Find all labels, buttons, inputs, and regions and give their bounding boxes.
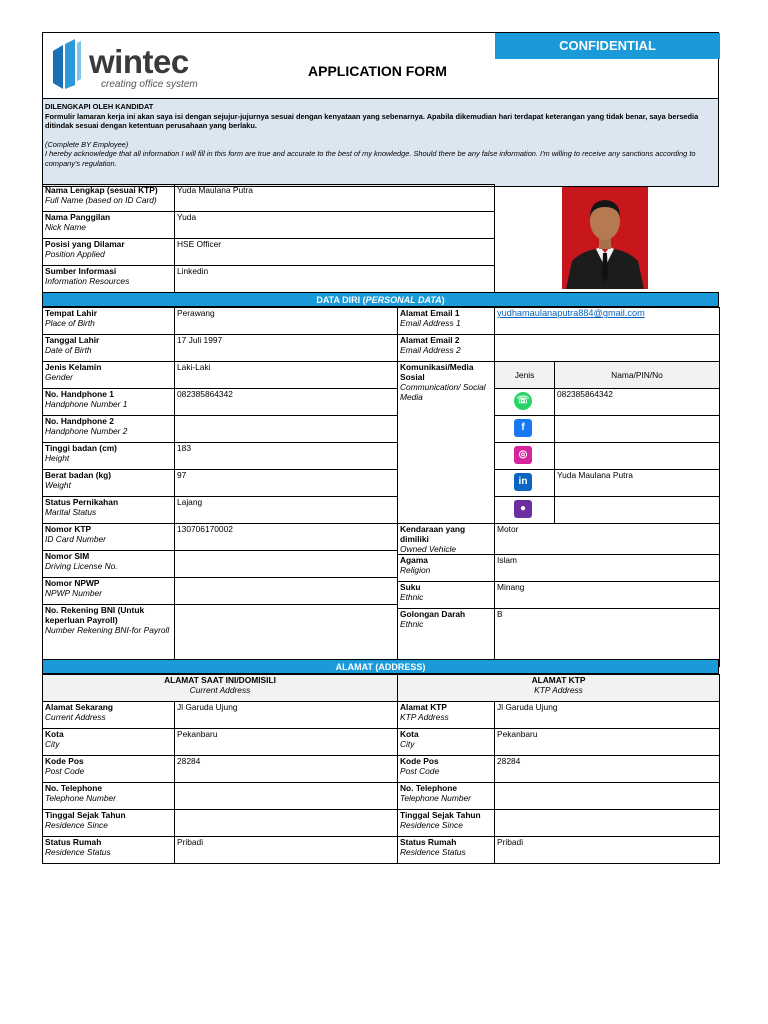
- ktp-city-field[interactable]: Pekanbaru: [495, 729, 720, 756]
- current-residence-since-field[interactable]: [175, 810, 398, 837]
- table-row: [43, 389, 398, 416]
- table-row: [43, 212, 495, 239]
- field-label: No. Handphone 1 Handphone Number 1: [43, 389, 175, 416]
- table-row: [398, 524, 720, 555]
- application-form: [42, 32, 719, 867]
- field-label: Status Rumah Residence Status: [398, 837, 495, 864]
- gender-field[interactable]: Laki-Laki: [175, 362, 398, 389]
- current-postcode-field[interactable]: 28284: [175, 756, 398, 783]
- whatsapp-icon: ☏: [514, 392, 532, 410]
- current-address-field[interactable]: Jl Garuda Ujung: [175, 702, 398, 729]
- table-row: [43, 266, 495, 293]
- field-label: Posisi yang Dilamar Position Applied: [43, 239, 175, 266]
- ethnic-field[interactable]: Minang: [495, 582, 720, 609]
- ktp-address-field[interactable]: Jl Garuda Ujung: [495, 702, 720, 729]
- address-table: [42, 674, 720, 864]
- notice-text-en: I hereby acknowledge that all information I will fill in this form are true and accurate to the best of my knowledge. Should there be any false information. I'm willing to receive any sanctions according to company's regulation.: [45, 149, 696, 168]
- id-card-field[interactable]: 130706170002: [175, 524, 398, 551]
- whatsapp-field[interactable]: 082385864342: [555, 389, 720, 416]
- field-label: Status Pernikahan Marital Status: [43, 497, 175, 524]
- field-label: Alamat Email 2 Email Address 2: [398, 335, 495, 362]
- field-label: No. Rekening BNI (Untuk keperluan Payroll) Number Rekening BNI-for Payroll: [43, 605, 175, 663]
- field-label: Suku Ethnic: [398, 582, 495, 609]
- facebook-field[interactable]: [555, 416, 720, 443]
- field-label: Status Rumah Residence Status: [43, 837, 175, 864]
- social-type-header: Jenis: [495, 362, 555, 389]
- birth-date-field[interactable]: 17 Juli 1997: [175, 335, 398, 362]
- npwp-field[interactable]: [175, 578, 398, 605]
- wintec-logo-icon: [53, 39, 81, 89]
- field-label: Tinggal Sejak Tahun Residence Since: [398, 810, 495, 837]
- logo-text: wintec: [89, 43, 189, 80]
- field-label: Berat badan (kg) Weight: [43, 470, 175, 497]
- current-telephone-field[interactable]: [175, 783, 398, 810]
- religion-field[interactable]: Islam: [495, 555, 720, 582]
- field-label: Alamat Email 1 Email Address 1: [398, 308, 495, 335]
- field-label: Jenis Kelamin Gender: [43, 362, 175, 389]
- table-row: [43, 578, 398, 605]
- weight-field[interactable]: 97: [175, 470, 398, 497]
- table-row: [43, 810, 720, 837]
- field-label: Nama Panggilan Nick Name: [43, 212, 175, 239]
- table-row: [43, 239, 495, 266]
- declaration-notice: [42, 99, 719, 187]
- field-label: Alamat KTP KTP Address: [398, 702, 495, 729]
- driving-license-field[interactable]: [175, 551, 398, 578]
- current-residence-status-field[interactable]: Pribadi: [175, 837, 398, 864]
- table-row: [43, 837, 720, 864]
- field-label: Kode Pos Post Code: [398, 756, 495, 783]
- table-row: [43, 308, 398, 335]
- table-row: [43, 185, 495, 212]
- nick-name-field[interactable]: Yuda: [175, 212, 495, 239]
- table-row: [43, 416, 398, 443]
- notice-text-id: Formulir lamaran kerja ini akan saya isi dengan sejujur-jujurnya sesuai dengan kenyataan yang sebenarnya. Apabila dikemudian hari terdapat keterangan yang tidak benar, saya bersedia ditindak sesuai dengan ketentuan perusahaan yang berlaku.: [45, 111, 699, 130]
- table-row: [43, 470, 398, 497]
- instagram-icon: ◎: [514, 446, 532, 464]
- table-row: [43, 443, 398, 470]
- field-label: Kota City: [398, 729, 495, 756]
- current-city-field[interactable]: Pekanbaru: [175, 729, 398, 756]
- vehicle-field[interactable]: Motor: [495, 524, 720, 555]
- linkedin-field[interactable]: Yuda Maulana Putra: [555, 470, 720, 497]
- field-label: Komunikasi/Media Sosial Communication/ Social Media: [398, 362, 495, 524]
- email-1-field[interactable]: [495, 308, 720, 335]
- table-row: [398, 555, 720, 582]
- position-field[interactable]: HSE Officer: [175, 239, 495, 266]
- field-label: Kendaraan yang dimiliki Owned Vehicle: [398, 524, 495, 555]
- field-label: Tempat Lahir Place of Birth: [43, 308, 175, 335]
- confidential-banner: CONFIDENTIAL: [495, 33, 720, 59]
- full-name-field[interactable]: Yuda Maulana Putra: [175, 185, 495, 212]
- person-photo-icon: [562, 187, 648, 289]
- table-row: [398, 335, 720, 362]
- instagram-field[interactable]: [555, 443, 720, 470]
- table-row: [398, 362, 720, 389]
- phone-1-field[interactable]: 082385864342: [175, 389, 398, 416]
- ktp-address-heading: ALAMAT KTP KTP Address: [398, 675, 720, 702]
- field-label: Kode Pos Post Code: [43, 756, 175, 783]
- phone-2-field[interactable]: [175, 416, 398, 443]
- info-source-field[interactable]: Linkedin: [175, 266, 495, 293]
- form-header: [42, 32, 719, 99]
- table-row: [43, 702, 720, 729]
- table-row: [43, 362, 398, 389]
- facebook-icon: f: [514, 419, 532, 437]
- form-title: APPLICATION FORM: [308, 63, 447, 79]
- table-row: [43, 783, 720, 810]
- ktp-residence-status-field[interactable]: Pribadi: [495, 837, 720, 864]
- current-address-heading: ALAMAT SAAT INI/DOMISILI Current Address: [43, 675, 398, 702]
- field-label: Nomor SIM Driving License No.: [43, 551, 175, 578]
- bbm-icon: ●: [514, 500, 532, 518]
- bank-account-field[interactable]: [175, 605, 398, 663]
- personal-data-header: DATA DIRI (PERSONAL DATA): [42, 292, 719, 307]
- table-row: [43, 524, 398, 551]
- applicant-photo: [562, 187, 648, 289]
- social-name-header: Nama/PIN/No: [555, 362, 720, 389]
- marital-status-field[interactable]: Lajang: [175, 497, 398, 524]
- table-row: [43, 497, 398, 524]
- address-header: ALAMAT (ADDRESS): [42, 659, 719, 674]
- table-row: [43, 335, 398, 362]
- notice-heading-id: DILENGKAPI OLEH KANDIDAT: [45, 102, 154, 111]
- identity-table: [42, 184, 495, 293]
- logo-tagline: creating office system: [101, 79, 198, 90]
- field-label: Alamat Sekarang Current Address: [43, 702, 175, 729]
- linkedin-icon: in: [514, 473, 532, 491]
- field-label: Tinggi badan (cm) Height: [43, 443, 175, 470]
- table-row: [398, 308, 720, 335]
- field-label: No. Telephone Telephone Number: [43, 783, 175, 810]
- table-row: [43, 605, 398, 663]
- ktp-residence-since-field[interactable]: [495, 810, 720, 837]
- field-label: Agama Religion: [398, 555, 495, 582]
- personal-left-table: [42, 307, 398, 663]
- bbm-field[interactable]: [555, 497, 720, 524]
- field-label: Sumber Informasi Information Resources: [43, 266, 175, 293]
- notice-heading-en: (Complete BY Employee): [45, 139, 129, 149]
- field-label: Kota City: [43, 729, 175, 756]
- table-row: [398, 582, 720, 609]
- email-2-field[interactable]: [495, 335, 720, 362]
- table-row: [43, 756, 720, 783]
- field-label: No. Handphone 2 Handphone Number 2: [43, 416, 175, 443]
- table-row: [43, 729, 720, 756]
- email-1-link[interactable]: yudhamaulanaputra884@gmail.com: [497, 308, 645, 318]
- birth-place-field[interactable]: Perawang: [175, 308, 398, 335]
- field-label: Nomor KTP ID Card Number: [43, 524, 175, 551]
- field-label: No. Telephone Telephone Number: [398, 783, 495, 810]
- field-label: Tinggal Sejak Tahun Residence Since: [43, 810, 175, 837]
- table-row: [43, 675, 720, 702]
- field-label: Nomor NPWP NPWP Number: [43, 578, 175, 605]
- ktp-telephone-field[interactable]: [495, 783, 720, 810]
- field-label: Nama Lengkap (sesuai KTP) Full Name (based on ID Card): [43, 185, 175, 212]
- ktp-postcode-field[interactable]: 28284: [495, 756, 720, 783]
- blood-type-field[interactable]: B: [495, 609, 720, 667]
- personal-right-table: [397, 307, 720, 667]
- table-row: [43, 551, 398, 578]
- field-label: Tanggal Lahir Date of Birth: [43, 335, 175, 362]
- height-field[interactable]: 183: [175, 443, 398, 470]
- field-label: Golongan Darah Ethnic: [398, 609, 495, 667]
- table-row: [398, 609, 720, 667]
